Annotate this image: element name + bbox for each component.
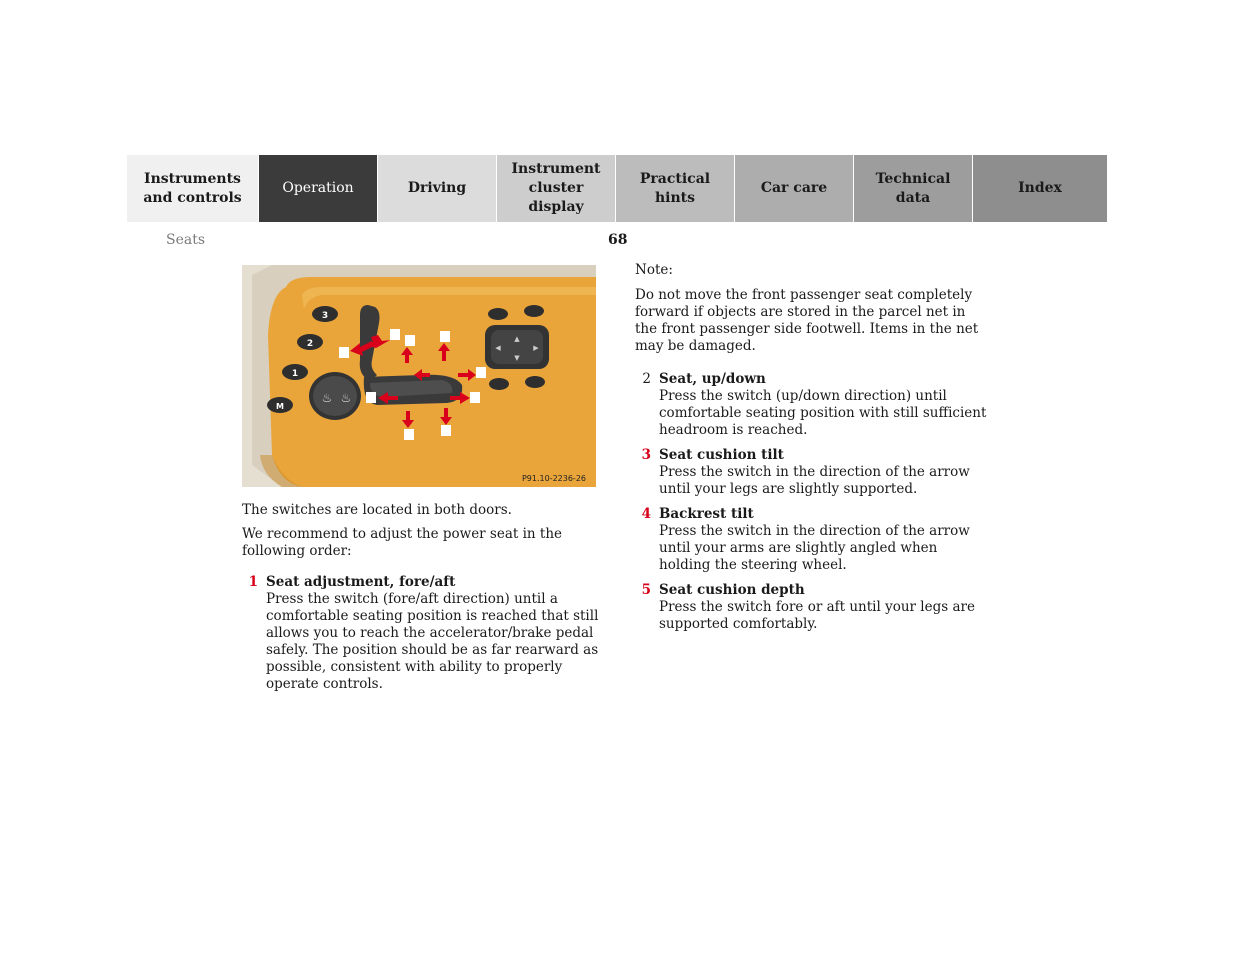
step-text: Press the switch fore or aft until your legs are supported comfortably.	[659, 599, 975, 632]
tab-label-line2: cluster display	[528, 180, 584, 215]
note-label: Note:	[635, 262, 673, 278]
section-title: Seats	[166, 232, 206, 248]
step-number: 1	[248, 574, 258, 590]
arrow-left-icon: ◀	[495, 344, 501, 352]
tab-label-line1: Instrument	[511, 161, 601, 177]
step-number: 2	[642, 371, 651, 387]
tab-label-line2: and controls	[143, 189, 242, 206]
mirror-fold-button	[489, 378, 509, 390]
door-panel-drawing	[242, 265, 596, 487]
arrow-right-icon: ▶	[533, 344, 539, 352]
step-item-1	[242, 574, 602, 693]
tab-label-line1: Operation	[282, 180, 354, 196]
button-label-2: 2	[306, 339, 314, 349]
tab-operation[interactable]	[259, 155, 378, 222]
figure-label: P91.10-2236-26	[521, 474, 586, 483]
mirror-right-button	[524, 305, 544, 317]
tab-index[interactable]	[973, 155, 1107, 222]
step-title: Seat cushion tilt	[659, 447, 784, 463]
left-column	[242, 502, 602, 701]
mirror-left-button	[488, 308, 508, 320]
seat-switch-illustration	[242, 265, 596, 487]
step-title: Seat, up/down	[659, 371, 766, 387]
right-column	[635, 262, 990, 641]
seat-heat-icon: ♨	[340, 391, 352, 405]
step-text: Press the switch (fore/aft direction) until a comfortable seating position is reached that still allows you to reach the accelerator/brake pedal safely. The position should be as far rearward as possible, consistent with ability to properly operate controls.	[266, 591, 599, 692]
tab-car-care[interactable]	[735, 155, 854, 222]
chapter-nav	[127, 155, 1107, 222]
step-number: 5	[641, 582, 651, 598]
tab-label-line1: Instruments	[144, 170, 241, 187]
tab-technical-data[interactable]	[854, 155, 973, 222]
page-number: 68	[608, 232, 628, 248]
step-text: Press the switch in the direction of the arrow until your legs are slightly supported.	[659, 464, 970, 497]
tab-label-line1: Index	[1018, 180, 1062, 196]
button-label-m: M	[276, 402, 284, 411]
step-item-3	[635, 447, 990, 498]
step-text: Press the switch in the direction of the arrow until your arms are slightly angled when holding the steering wheel.	[659, 523, 970, 573]
step-text: Press the switch (up/down direction) until comfortable seating position with still sufficient headroom is reached.	[659, 388, 987, 438]
step-number: 3	[641, 447, 651, 463]
step-title: Seat adjustment, fore/aft	[266, 574, 456, 590]
tab-instrument-cluster-display[interactable]	[497, 155, 616, 222]
tab-label-line1: Technical	[875, 170, 951, 187]
step-item-5	[635, 582, 990, 633]
tab-driving[interactable]	[378, 155, 497, 222]
step-title: Seat cushion depth	[659, 582, 805, 598]
button-label-1: 1	[291, 369, 299, 379]
tab-instruments-and-controls[interactable]	[127, 155, 259, 222]
note-text: Do not move the front passenger seat completely forward if objects are stored in the parcel net in the front passenger side footwell. Items in the net may be damaged.	[635, 287, 979, 354]
tab-practical-hints[interactable]	[616, 155, 735, 222]
step-number: 4	[641, 506, 651, 522]
intro-paragraph-1: The switches are located in both doors.	[242, 502, 512, 518]
step-item-2	[635, 371, 990, 439]
seat-heat-icon: ♨	[321, 391, 333, 405]
tab-label-line1: Driving	[407, 180, 467, 196]
step-item-4	[635, 506, 990, 574]
tab-label-line1: Practical hints	[639, 170, 711, 206]
arrow-down-icon: ▼	[514, 354, 520, 362]
tab-label-line1: Car care	[760, 180, 828, 196]
step-title: Backrest tilt	[659, 506, 754, 522]
button-label-3: 3	[321, 311, 329, 321]
mirror-park-button	[525, 376, 545, 388]
arrow-up-icon: ▲	[514, 335, 520, 343]
tab-label-line2: data	[895, 189, 931, 206]
intro-paragraph-2: We recommend to adjust the power seat in the following order:	[242, 526, 563, 559]
